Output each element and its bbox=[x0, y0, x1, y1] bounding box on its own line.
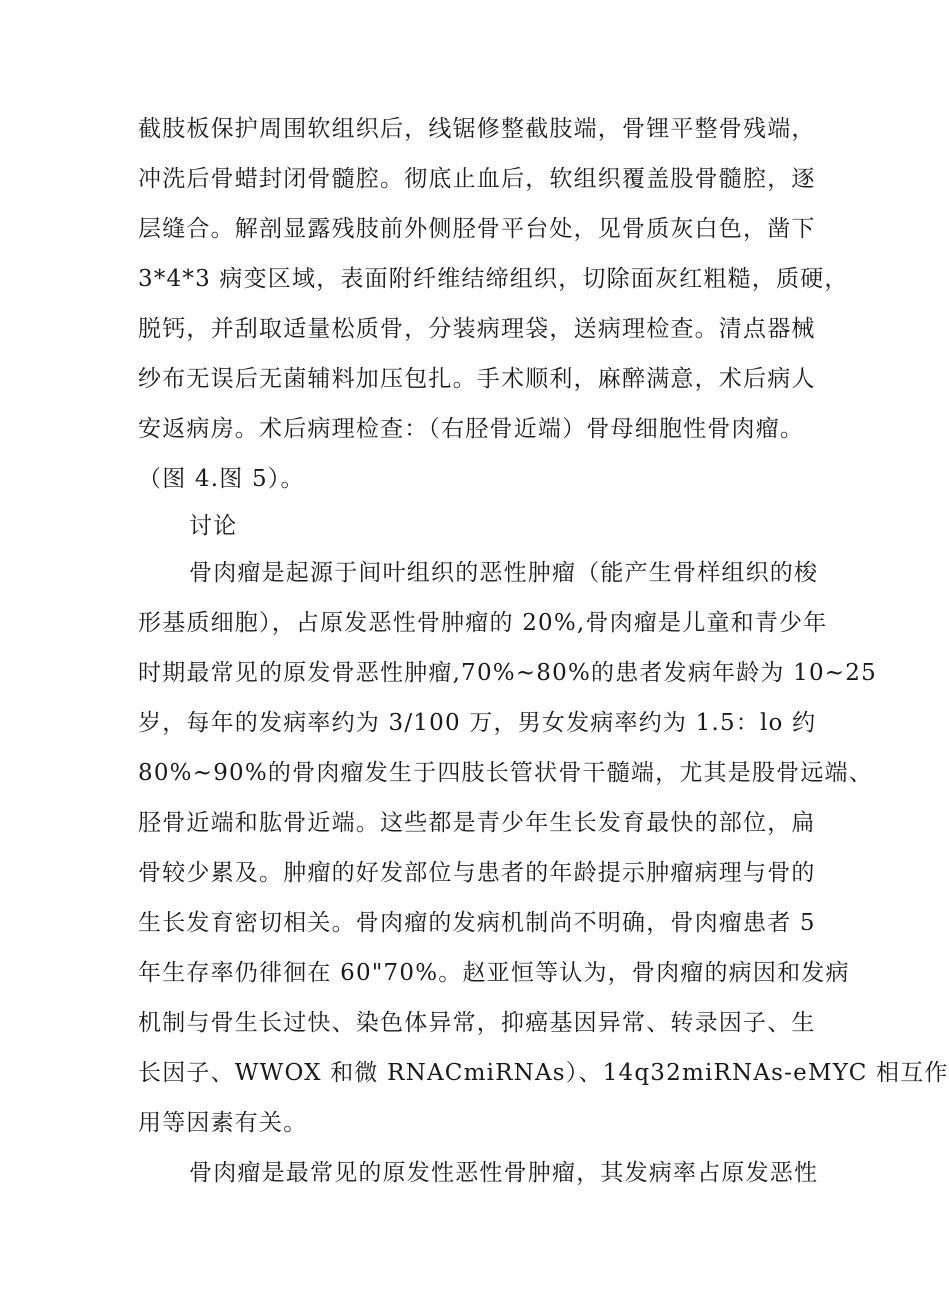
paragraph-2-line-4: 岁，每年的发病率约为 3/100 万，男女发病率约为 1.5：lo 约 bbox=[138, 710, 817, 736]
paragraph-2-line-2: 形基质细胞），占原发恶性骨肿瘤的 20%,骨肉瘤是儿童和青少年 bbox=[138, 610, 828, 636]
paragraph-2-line-11: 长因子、WWOX 和微 RNACmiRNAs）、14q32miRNAs-eMYC 相互作 bbox=[138, 1060, 949, 1086]
paragraph-2-line-3: 时期最常见的原发骨恶性肿瘤,70%~80%的患者发病年龄为 10~25 bbox=[138, 660, 877, 686]
paragraph-2-line-12: 用等因素有关。 bbox=[138, 1110, 308, 1136]
paragraph-3-line-1: 骨肉瘤是最常见的原发性恶性骨肿瘤，其发病率占原发恶性 bbox=[189, 1160, 819, 1186]
paragraph-1-line-4: 3*4*3 病变区域，表面附纤维结缔组织，切除面灰红粗糙，质硬， bbox=[138, 266, 849, 292]
paragraph-1-line-2: 冲洗后骨蜡封闭骨髓腔。彻底止血后，软组织覆盖股骨髓腔，逐 bbox=[138, 166, 816, 192]
paragraph-1-line-1: 截肢板保护周围软组织后，线锯修整截肢端，骨锂平整骨残端， bbox=[138, 116, 816, 142]
paragraph-1-line-5: 脱钙，并刮取适量松质骨，分装病理袋，送病理检查。清点器械 bbox=[138, 316, 816, 342]
paragraph-1-line-7: 安返病房。术后病理检查：（右胫骨近端）骨母细胞性骨肉瘤。 bbox=[138, 416, 805, 442]
paragraph-1-line-6: 纱布无误后无菌辅料加压包扎。手术顺利，麻醉满意，术后病人 bbox=[138, 366, 816, 392]
paragraph-2-line-9: 年生存率仍徘徊在 60"70%。赵亚恒等认为，骨肉瘤的病因和发病 bbox=[138, 960, 850, 986]
paragraph-2-line-8: 生长发育密切相关。骨肉瘤的发病机制尚不明确，骨肉瘤患者 5 bbox=[138, 910, 816, 936]
paragraph-1-line-8: （图 4.图 5）。 bbox=[138, 466, 305, 492]
paragraph-2-line-10: 机制与骨生长过快、染色体异常，抑癌基因异常、转录因子、生 bbox=[138, 1010, 816, 1036]
section-heading: 讨论 bbox=[189, 513, 238, 539]
paragraph-2-line-5: 80%~90%的骨肉瘤发生于四肢长管状骨干髓端，尤其是股骨远端、 bbox=[138, 760, 873, 786]
paragraph-2-line-1: 骨肉瘤是起源于间叶组织的恶性肿瘤（能产生骨样组织的梭 bbox=[189, 560, 819, 586]
paragraph-2-line-7: 骨较少累及。肿瘤的好发部位与患者的年龄提示肿瘤病理与骨的 bbox=[138, 860, 816, 886]
paragraph-2-line-6: 胫骨近端和肱骨近端。这些都是青少年生长发育最快的部位，扁 bbox=[138, 810, 816, 836]
paragraph-1-line-3: 层缝合。解剖显露残肢前外侧胫骨平台处，见骨质灰白色，凿下 bbox=[138, 216, 816, 242]
